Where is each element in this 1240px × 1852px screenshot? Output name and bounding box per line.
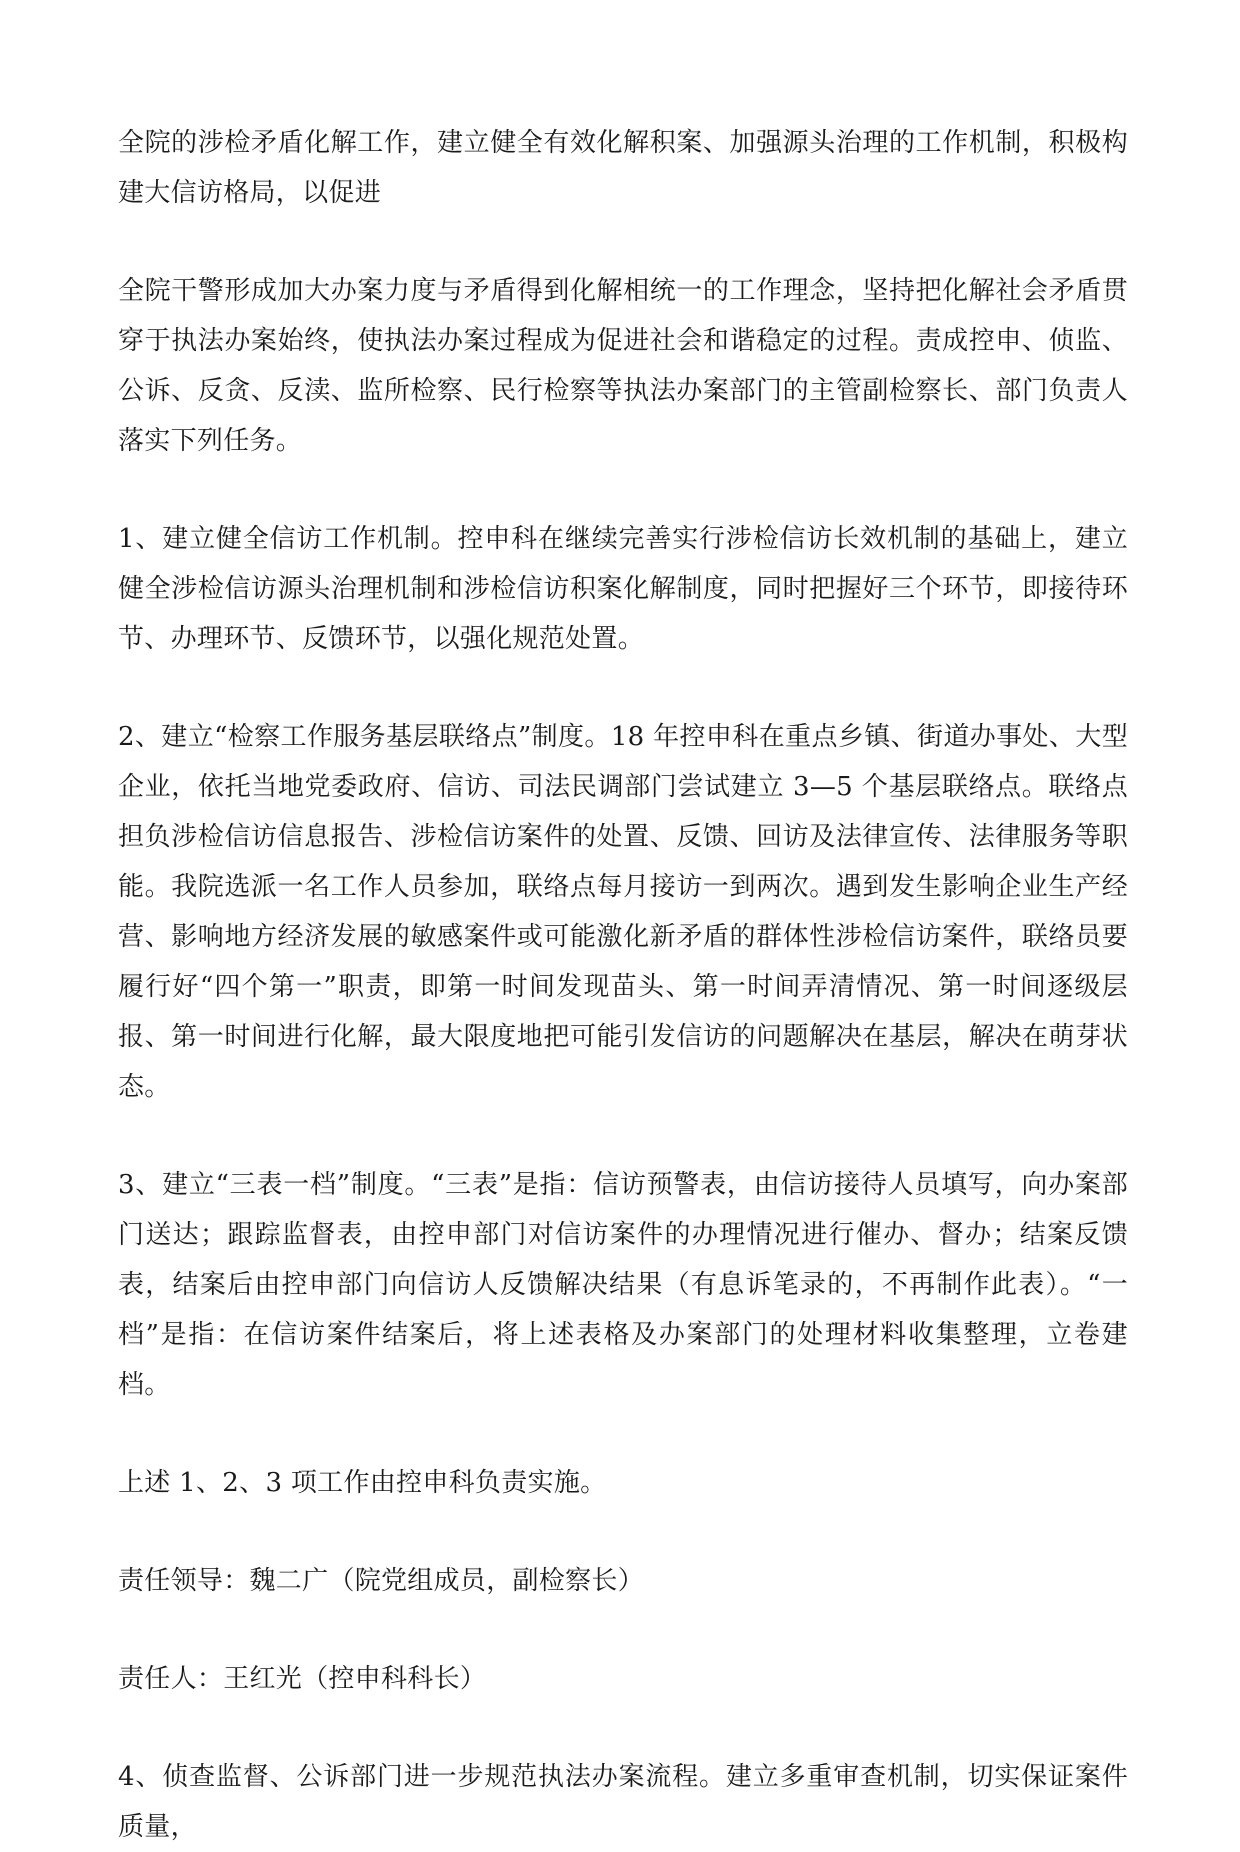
paragraph-5: 3、建立“三表一档”制度。“三表”是指：信访预警表，由信访接待人员填写，向办案部门送达；跟踪监督表，由控申部门对信访案件的办理情况进行催办、督办；结案反馈表，结案后由控申部门向信访人反馈解决结果（有息诉笔录的，不再制作此表）。“一档”是指：在信访案件结案后，将上述表格及办案部门的处理材料收集整理，立卷建档。 (118, 1170, 1128, 1400)
responsible-person: 责任人：王红光（控申科科长） (118, 1664, 487, 1694)
paragraph-2: 全院干警形成加大办案力度与矛盾得到化解相统一的工作理念，坚持把化解社会矛盾贯穿于执法办案始终，使执法办案过程成为促进社会和谐稳定的过程。责成控申、侦监、公诉、反贪、反渎、监所检察、民行检察等执法办案部门的主管副检察长、部门负责人落实下列任务。 (118, 276, 1128, 456)
paragraph-1: 全院的涉检矛盾化解工作，建立健全有效化解积案、加强源头治理的工作机制，积极构建大信访格局，以促进 (118, 128, 1128, 208)
responsible-leader: 责任领导：魏二广（院党组成员，副检察长） (118, 1566, 645, 1596)
paragraph-3: 1、建立健全信访工作机制。控申科在继续完善实行涉检信访长效机制的基础上，建立健全涉检信访源头治理机制和涉检信访积案化解制度，同时把握好三个环节，即接待环节、办理环节、反馈环节，以强化规范处置。 (118, 524, 1128, 654)
paragraph-6: 上述 1、2、3 项工作由控申科负责实施。 (118, 1468, 607, 1498)
paragraph-4: 2、建立“检察工作服务基层联络点”制度。18 年控申科在重点乡镇、街道办事处、大型企业，依托当地党委政府、信访、司法民调部门尝试建立 3—5 个基层联络点。联络点担负涉检信访信息报告、涉检信访案件的处置、反馈、回访及法律宣传、法律服务等职能。我院选派一名工作人员参加，联络点每月接访一到两次。遇到发生影响企业生产经营、影响地方经济发展的敏感案件或可能激化新矛盾的群体性涉检信访案件，联络员要履行好“四个第一”职责，即第一时间发现苗头、第一时间弄清情况、第一时间逐级层报、第一时间进行化解，最大限度地把可能引发信访的问题解决在基层，解决在萌芽状态。 (118, 722, 1128, 1102)
paragraph-9: 4、侦查监督、公诉部门进一步规范执法办案流程。建立多重审查机制，切实保证案件质量， (118, 1762, 1128, 1842)
document-page (118, 118, 1128, 1852)
